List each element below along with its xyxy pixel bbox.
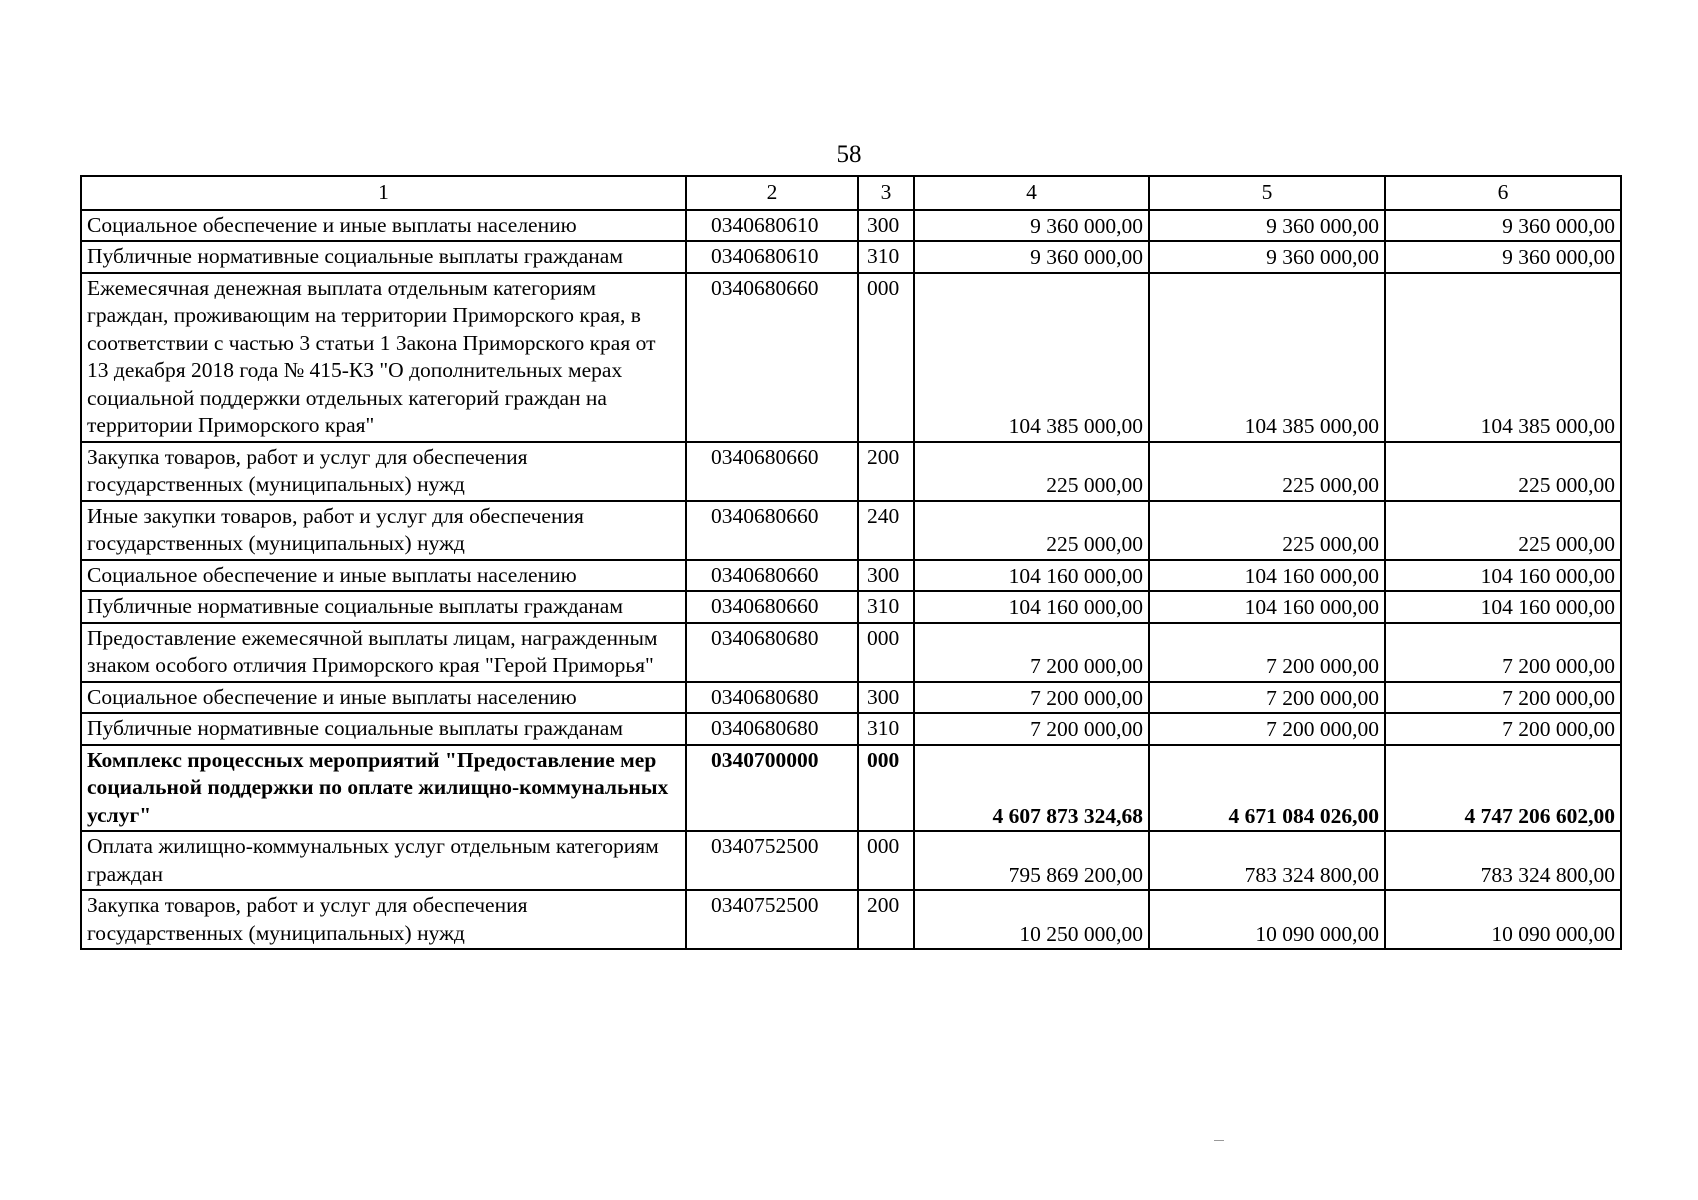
page-number: 58 (836, 141, 862, 168)
row-expense-type: 300 (858, 560, 914, 592)
row-amount-col4: 9 360 000,00 (914, 241, 1149, 273)
row-code: 0340680610 (686, 241, 858, 273)
row-amount-col4: 104 385 000,00 (914, 273, 1149, 442)
row-amount-col5: 104 160 000,00 (1149, 591, 1385, 623)
row-amount-col4: 104 160 000,00 (914, 560, 1149, 592)
row-amount-col4: 225 000,00 (914, 442, 1149, 501)
row-name: Оплата жилищно-коммунальных услуг отдельным категориям граждан (81, 831, 686, 890)
table-row (81, 241, 1621, 273)
row-amount-col4: 7 200 000,00 (914, 623, 1149, 682)
row-name: Ежемесячная денежная выплата отдельным категориям граждан, проживающим на территории Приморского края, в соответствии с частью 3 статьи 1 Закона Приморского края от 13 декабря 2018 года № 415-КЗ "О дополнительных мерах социальной поддержки отдельных категорий граждан на территории Приморского края" (81, 273, 686, 442)
header-cell: 6 (1385, 176, 1621, 210)
row-expense-type: 200 (858, 442, 914, 501)
table-row (81, 442, 1621, 501)
row-name: Комплекс процессных мероприятий "Предоставление мер социальной поддержки по оплате жилищно-коммунальных услуг" (81, 745, 686, 832)
row-expense-type: 310 (858, 241, 914, 273)
row-amount-col5: 783 324 800,00 (1149, 831, 1385, 890)
row-amount-col6: 104 160 000,00 (1385, 560, 1621, 592)
row-name: Публичные нормативные социальные выплаты гражданам (81, 591, 686, 623)
row-code: 0340680660 (686, 560, 858, 592)
row-amount-col5: 104 160 000,00 (1149, 560, 1385, 592)
row-amount-col4: 104 160 000,00 (914, 591, 1149, 623)
row-expense-type: 240 (858, 501, 914, 560)
table-row (81, 890, 1621, 949)
row-amount-col5: 104 385 000,00 (1149, 273, 1385, 442)
row-amount-col6: 9 360 000,00 (1385, 241, 1621, 273)
row-expense-type: 200 (858, 890, 914, 949)
row-amount-col4: 10 250 000,00 (914, 890, 1149, 949)
header-row (81, 176, 1621, 210)
row-code: 0340680680 (686, 713, 858, 745)
row-amount-col4: 7 200 000,00 (914, 682, 1149, 714)
header-cell: 4 (914, 176, 1149, 210)
row-amount-col6: 10 090 000,00 (1385, 890, 1621, 949)
row-expense-type: 000 (858, 623, 914, 682)
row-amount-col6: 7 200 000,00 (1385, 682, 1621, 714)
header-cell: 1 (81, 176, 686, 210)
table-row (81, 273, 1621, 442)
row-name: Социальное обеспечение и иные выплаты населению (81, 682, 686, 714)
row-amount-col5: 9 360 000,00 (1149, 210, 1385, 242)
row-amount-col5: 4 671 084 026,00 (1149, 745, 1385, 832)
row-amount-col6: 225 000,00 (1385, 501, 1621, 560)
row-expense-type: 000 (858, 831, 914, 890)
row-name: Иные закупки товаров, работ и услуг для обеспечения государственных (муниципальных) нужд (81, 501, 686, 560)
table-body (81, 210, 1621, 950)
row-code: 0340700000 (686, 745, 858, 832)
table-row (81, 591, 1621, 623)
row-name: Публичные нормативные социальные выплаты гражданам (81, 241, 686, 273)
table-row (81, 210, 1621, 242)
row-amount-col6: 783 324 800,00 (1385, 831, 1621, 890)
table-row (81, 713, 1621, 745)
row-name: Социальное обеспечение и иные выплаты населению (81, 560, 686, 592)
row-amount-col5: 225 000,00 (1149, 501, 1385, 560)
row-code: 0340680660 (686, 591, 858, 623)
row-amount-col5: 7 200 000,00 (1149, 713, 1385, 745)
row-amount-col6: 104 385 000,00 (1385, 273, 1621, 442)
table-row (81, 623, 1621, 682)
row-expense-type: 000 (858, 273, 914, 442)
row-expense-type: 000 (858, 745, 914, 832)
scan-mark (1214, 1140, 1224, 1141)
row-expense-type: 310 (858, 591, 914, 623)
row-code: 0340752500 (686, 831, 858, 890)
row-code: 0340680660 (686, 501, 858, 560)
budget-table (80, 175, 1622, 950)
row-amount-col4: 7 200 000,00 (914, 713, 1149, 745)
row-code: 0340680610 (686, 210, 858, 242)
row-code: 0340680680 (686, 682, 858, 714)
row-name: Публичные нормативные социальные выплаты гражданам (81, 713, 686, 745)
row-amount-col5: 7 200 000,00 (1149, 682, 1385, 714)
row-amount-col5: 10 090 000,00 (1149, 890, 1385, 949)
row-code: 0340680660 (686, 442, 858, 501)
row-name: Закупка товаров, работ и услуг для обеспечения государственных (муниципальных) нужд (81, 890, 686, 949)
row-code: 0340680660 (686, 273, 858, 442)
row-amount-col5: 9 360 000,00 (1149, 241, 1385, 273)
row-name: Закупка товаров, работ и услуг для обеспечения государственных (муниципальных) нужд (81, 442, 686, 501)
row-amount-col6: 9 360 000,00 (1385, 210, 1621, 242)
row-amount-col5: 7 200 000,00 (1149, 623, 1385, 682)
header-cell: 3 (858, 176, 914, 210)
table-row (81, 745, 1621, 832)
table-row (81, 560, 1621, 592)
row-name: Социальное обеспечение и иные выплаты населению (81, 210, 686, 242)
header-cell: 5 (1149, 176, 1385, 210)
row-code: 0340680680 (686, 623, 858, 682)
row-amount-col4: 9 360 000,00 (914, 210, 1149, 242)
table-row (81, 831, 1621, 890)
row-amount-col6: 4 747 206 602,00 (1385, 745, 1621, 832)
row-name: Предоставление ежемесячной выплаты лицам, награжденным знаком особого отличия Приморского края "Герой Приморья" (81, 623, 686, 682)
table-row (81, 682, 1621, 714)
row-amount-col4: 4 607 873 324,68 (914, 745, 1149, 832)
row-amount-col5: 225 000,00 (1149, 442, 1385, 501)
row-expense-type: 300 (858, 682, 914, 714)
row-amount-col4: 225 000,00 (914, 501, 1149, 560)
row-expense-type: 300 (858, 210, 914, 242)
row-amount-col4: 795 869 200,00 (914, 831, 1149, 890)
row-amount-col6: 7 200 000,00 (1385, 623, 1621, 682)
table-row (81, 501, 1621, 560)
row-expense-type: 310 (858, 713, 914, 745)
header-cell: 2 (686, 176, 858, 210)
row-amount-col6: 104 160 000,00 (1385, 591, 1621, 623)
row-code: 0340752500 (686, 890, 858, 949)
row-amount-col6: 7 200 000,00 (1385, 713, 1621, 745)
row-amount-col6: 225 000,00 (1385, 442, 1621, 501)
